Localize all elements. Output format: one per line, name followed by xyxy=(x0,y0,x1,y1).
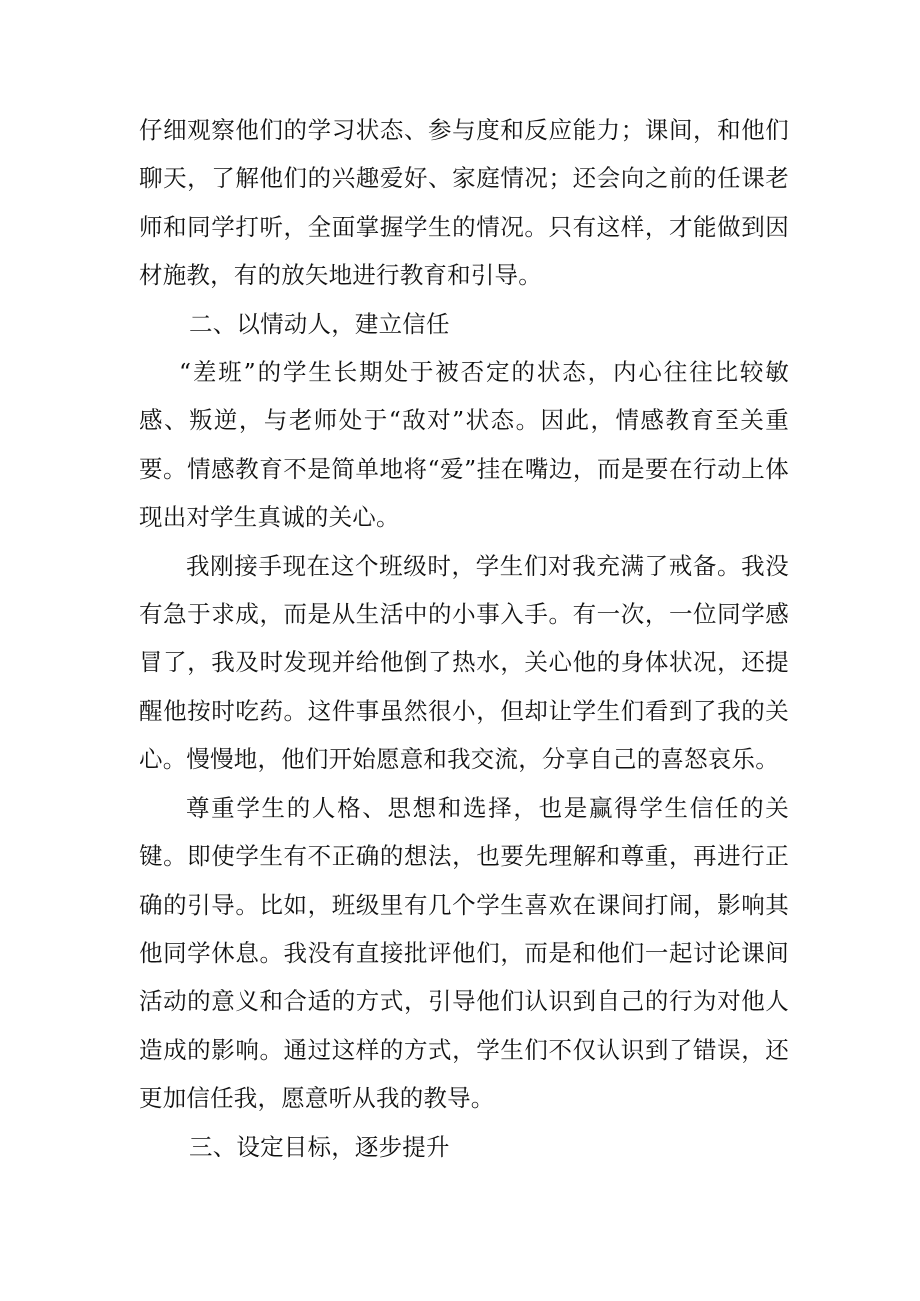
section-heading-three: 三、设定目标，逐步提升 xyxy=(189,1132,450,1161)
document-body xyxy=(139,106,789,1171)
paragraph-respect-students: 尊重学生的人格、思想和选择，也是赢得学生信任的关键。即使学生有不正确的想法，也要先理解和尊重，再进行正确的引导。比如，班级里有几个学生喜欢在课间打闹，影响其他同学休息。我没有直接批评他们，而是和他们一起讨论课间活动的意义和合适的方式，引导他们认识到自己的行为对他人造成的影响。通过这样的方式，学生们不仅认识到了错误，还更加信任我，愿意听从我的教导。 xyxy=(139,793,789,1113)
paragraph-observation: 仔细观察他们的学习状态、参与度和反应能力；课间，和他们聊天，了解他们的兴趣爱好、家庭情况；还会向之前的任课老师和同学打听，全面掌握学生的情况。只有这样，才能做到因材施教，有的放矢地进行教育和引导。 xyxy=(139,116,789,290)
paragraph-emotional-education: “差班”的学生长期处于被否定的状态，内心往往比较敏感、叛逆，与老师处于“敌对”状态。因此，情感教育至关重要。情感教育不是简单地将“爱”挂在嘴边，而是要在行动上体现出对学生真诚的关心。 xyxy=(139,358,789,532)
section-heading-two: 二、以情动人，建立信任 xyxy=(189,309,450,338)
paragraph-first-takeover: 我刚接手现在这个班级时，学生们对我充满了戒备。我没有急于求成，而是从生活中的小事入手。有一次，一位同学感冒了，我及时发现并给他倒了热水，关心他的身体状况，还提醒他按时吃药。这件事虽然很小，但却让学生们看到了我的关心。慢慢地，他们开始愿意和我交流，分享自己的喜怒哀乐。 xyxy=(139,551,789,774)
